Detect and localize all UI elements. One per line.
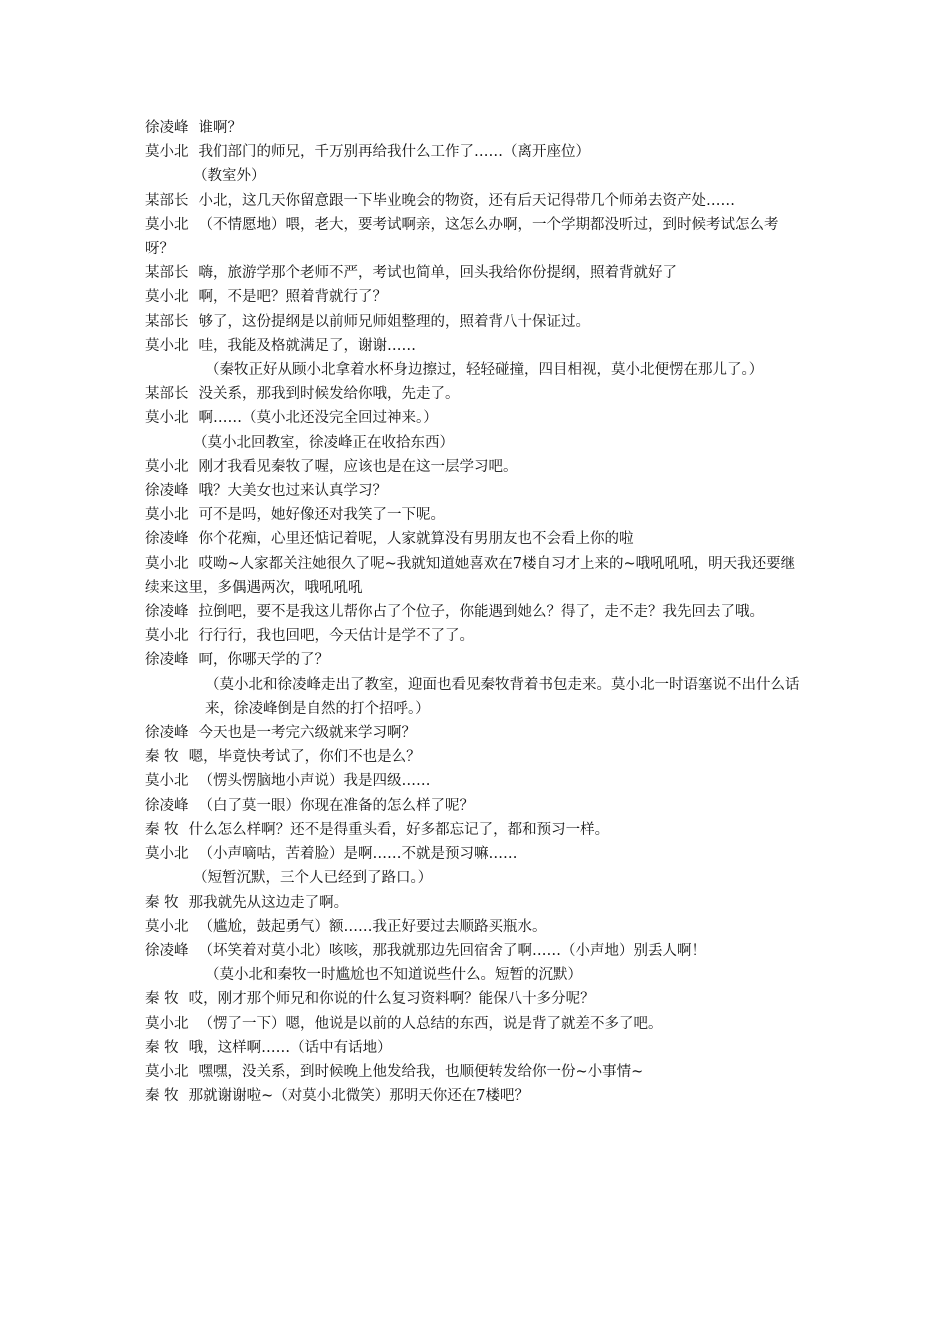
dialogue-line xyxy=(145,648,807,672)
dialogue-line xyxy=(145,261,807,285)
stage-direction: （莫小北和徐凌峰走出了教室，迎面也看见秦牧背着书包走来。莫小北一时语塞说不出什么话来，徐凌峰倒是自然的打个招呼。） xyxy=(205,676,800,717)
dialogue-line xyxy=(145,503,807,527)
speaker-name: 秦 牧 xyxy=(145,749,179,766)
dialogue-text: 哦？大美女也过来认真学习？ xyxy=(198,483,387,500)
dialogue-line xyxy=(145,140,807,164)
dialogue-line xyxy=(145,794,807,818)
dialogue-line xyxy=(145,116,807,140)
dialogue-text: 谁啊？ xyxy=(198,120,242,136)
dialogue-text: （坏笑着对莫小北）咳咳，那我就那边先回宿舍了啊……（小声地）别丢人啊！ xyxy=(198,942,706,959)
speaker-name: 莫小北 xyxy=(145,216,189,233)
dialogue-line xyxy=(145,1012,807,1036)
dialogue-text: 可不是吗，她好像还对我笑了一下呢。 xyxy=(198,507,445,524)
speaker-name: 莫小北 xyxy=(145,918,189,935)
speaker-name: 秦 牧 xyxy=(145,1039,179,1056)
speaker-name: 秦 牧 xyxy=(145,894,179,911)
dialogue-line xyxy=(145,600,807,624)
dialogue-text: 啊……（莫小北还没完全回过神来。） xyxy=(198,410,438,427)
speaker-name: 莫小北 xyxy=(145,507,189,524)
speaker-name: 徐凌峰 xyxy=(145,942,189,959)
dialogue-text: （小声嘀咕，苦着脸）是啊……不就是预习嘛…… xyxy=(198,846,518,863)
speaker-name: 莫小北 xyxy=(145,1015,189,1032)
dialogue-text: 那就谢谢啦~（对莫小北微笑）那明天你还在7楼吧？ xyxy=(188,1088,529,1105)
dialogue-line xyxy=(145,939,807,963)
speaker-name: 莫小北 xyxy=(145,410,189,427)
speaker-name: 某部长 xyxy=(145,192,189,209)
stage-direction: （教室外） xyxy=(193,168,266,185)
dialogue-text: 哎呦~人家都关注她很久了呢~我就知道她喜欢在7楼自习才上来的~哦吼吼吼，明天我还要继续来这里，多偶遇两次，哦吼吼吼 xyxy=(145,555,796,596)
dialogue-text: 呵，你哪天学的了？ xyxy=(198,652,329,669)
dialogue-text: 拉倒吧，要不是我这儿帮你占了个位子，你能遇到她么？得了，走不走？我先回去了哦。 xyxy=(198,604,764,621)
dialogue-line xyxy=(145,624,807,648)
dialogue-text: 今天也是一考完六级就来学习啊？ xyxy=(198,725,416,742)
dialogue-line xyxy=(145,382,807,406)
dialogue-line xyxy=(145,189,807,213)
stage-direction: （短暂沉默，三个人已经到了路口。） xyxy=(193,870,433,887)
dialogue-text: （愣头愣脑地小声说）我是四级…… xyxy=(198,773,431,790)
speaker-name: 某部长 xyxy=(145,265,189,282)
dialogue-text: 嗨，旅游学那个老师不严，考试也简单，回头我给你份提纲，照着背就好了 xyxy=(198,265,677,282)
dialogue-text: 哇，我能及格就满足了，谢谢…… xyxy=(198,337,416,354)
dialogue-text: 什么怎么样啊？还不是得重头看，好多都忘记了，都和预习一样。 xyxy=(188,821,610,838)
dialogue-line xyxy=(145,455,807,479)
speaker-name: 秦 牧 xyxy=(145,1088,179,1105)
speaker-name: 某部长 xyxy=(145,386,189,403)
dialogue-line xyxy=(145,1060,807,1084)
speaker-name: 莫小北 xyxy=(145,144,189,161)
dialogue-text: 嘿嘿，没关系，到时候晚上他发给我，也顺便转发给你一份~小事情~ xyxy=(198,1063,644,1080)
dialogue-text: 哦，这样啊……（话中有话地） xyxy=(188,1039,392,1056)
dialogue-line xyxy=(145,915,807,939)
dialogue-line xyxy=(145,552,807,600)
dialogue-line xyxy=(145,818,807,842)
dialogue-line xyxy=(145,891,807,915)
script-body xyxy=(145,116,807,1108)
dialogue-line xyxy=(145,769,807,793)
stage-direction: （秦牧正好从顾小北拿着水杯身边擦过，轻轻碰撞，四目相视，莫小北便愣在那儿了。） xyxy=(205,362,764,379)
speaker-name: 莫小北 xyxy=(145,846,189,863)
dialogue-line xyxy=(145,334,807,358)
dialogue-text: 小北，这几天你留意跟一下毕业晚会的物资，还有后天记得带几个师弟去资产处…… xyxy=(198,192,735,209)
dialogue-text: 行行行，我也回吧，今天估计是学不了了。 xyxy=(198,628,474,645)
dialogue-text: 我们部门的师兄，千万别再给我什么工作了……（离开座位） xyxy=(198,144,590,161)
speaker-name: 徐凌峰 xyxy=(145,725,189,742)
speaker-name: 徐凌峰 xyxy=(145,120,189,136)
stage-direction: （莫小北回教室，徐凌峰正在收拾东西） xyxy=(193,434,454,451)
dialogue-line xyxy=(145,479,807,503)
speaker-name: 莫小北 xyxy=(145,1063,189,1080)
speaker-name: 徐凌峰 xyxy=(145,652,189,669)
speaker-name: 某部长 xyxy=(145,313,189,330)
dialogue-text: 哎，刚才那个师兄和你说的什么复习资料啊？能保八十多分呢？ xyxy=(188,991,595,1008)
dialogue-line xyxy=(145,987,807,1011)
speaker-name: 徐凌峰 xyxy=(145,604,189,621)
dialogue-text: 嗯，毕竟快考试了，你们不也是么？ xyxy=(188,749,421,766)
speaker-name: 徐凌峰 xyxy=(145,797,189,814)
dialogue-line xyxy=(145,721,807,745)
dialogue-line xyxy=(145,1084,807,1108)
dialogue-text: 刚才我看见秦牧了喔，应该也是在这一层学习吧。 xyxy=(198,458,518,475)
dialogue-text: （尴尬，鼓起勇气）额……我正好要过去顺路买瓶水。 xyxy=(198,918,547,935)
dialogue-line xyxy=(145,1036,807,1060)
speaker-name: 莫小北 xyxy=(145,289,189,306)
speaker-name: 莫小北 xyxy=(145,458,189,475)
dialogue-text: （不情愿地）喂，老大，要考试啊亲，这怎么办啊，一个学期都没听过，到时候考试怎么考呀？ xyxy=(145,216,779,258)
speaker-name: 莫小北 xyxy=(145,628,189,645)
dialogue-text: 够了，这份提纲是以前师兄师姐整理的，照着背八十保证过。 xyxy=(198,313,590,330)
dialogue-text: 啊，不是吧？照着背就行了？ xyxy=(198,289,387,306)
dialogue-line xyxy=(145,406,807,430)
speaker-name: 莫小北 xyxy=(145,337,189,354)
dialogue-line xyxy=(145,310,807,334)
speaker-name: 莫小北 xyxy=(145,555,189,572)
stage-direction: （莫小北和秦牧一时尴尬也不知道说些什么。短暂的沉默） xyxy=(205,967,582,984)
dialogue-text: 那我就先从这边走了啊。 xyxy=(188,894,349,911)
dialogue-line xyxy=(145,527,807,551)
speaker-name: 秦 牧 xyxy=(145,991,179,1008)
speaker-name: 徐凌峰 xyxy=(145,531,189,548)
dialogue-line xyxy=(145,842,807,866)
dialogue-line xyxy=(145,213,807,261)
speaker-name: 莫小北 xyxy=(145,773,189,790)
dialogue-text: 没关系，那我到时候发给你哦，先走了。 xyxy=(198,386,460,403)
dialogue-text: （白了莫一眼）你现在准备的怎么样了呢？ xyxy=(198,797,474,814)
dialogue-line xyxy=(145,745,807,769)
dialogue-text: （愣了一下）嗯，他说是以前的人总结的东西，说是背了就差不多了吧。 xyxy=(198,1015,663,1032)
dialogue-line xyxy=(145,285,807,309)
dialogue-text: 你个花痴，心里还惦记着呢，人家就算没有男朋友也不会看上你的啦 xyxy=(198,531,634,548)
speaker-name: 徐凌峰 xyxy=(145,483,189,500)
speaker-name: 秦 牧 xyxy=(145,821,179,838)
